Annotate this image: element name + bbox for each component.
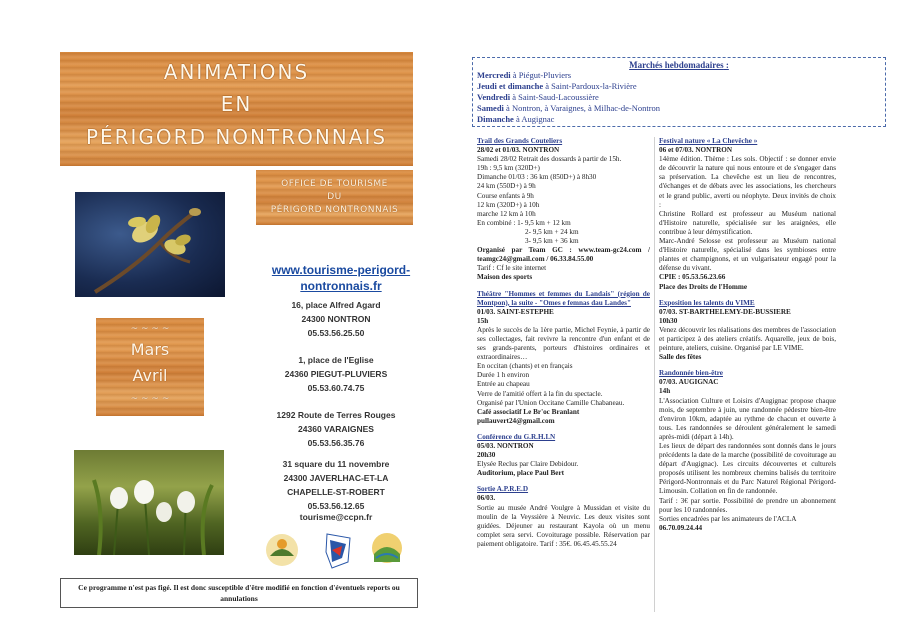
period-banner <box>96 318 204 416</box>
website-link[interactable] <box>246 262 436 294</box>
contact-city-2: CHAPELLE-ST-ROBERT <box>287 487 385 497</box>
event-time: 14h <box>659 387 671 396</box>
event-line: En combiné : 1- 9,5 km + 12 km <box>477 218 571 227</box>
event-title-conference: Conférence du G.R.H.I.N <box>477 432 556 441</box>
event-line: 2- 9,5 km + 24 km <box>525 227 579 236</box>
event-date: 06 et 07/03. NONTRON <box>659 146 733 155</box>
contact-nontron <box>246 298 426 340</box>
events-column-right <box>659 137 836 533</box>
event-line: Organisé par l'Union Occitane Camille Chabaneau. <box>477 398 625 407</box>
event-email: pullauvert24@gmail.com <box>477 416 555 425</box>
event-place: Auditorium, place Paul Bert <box>477 469 565 478</box>
markets-title: Marchés hebdomadaires : <box>629 60 729 70</box>
event-place: Café associatif Le Br'oc Branlant <box>477 407 580 416</box>
contact-phone: 05.53.56.12.65 <box>307 501 365 511</box>
events-column-left <box>477 137 650 549</box>
event-place: Place des Droits de l'Homme <box>659 282 748 291</box>
disclaimer: Ce programme n'est pas figé. Il est donc susceptible d'être modifié en fonction d'éventuels reports ou annulations <box>60 578 418 608</box>
event-date: 07/03. AUGIGNAC <box>659 378 719 387</box>
dates-tilde-top: ~ ~ ~ ~ <box>130 324 170 334</box>
contact-phone: 05.53.56.35.76 <box>307 438 365 448</box>
event-date: 07/03. ST-BARTHELEMY-DE-BUSSIERE <box>659 307 791 316</box>
flower-bud-photo <box>75 192 225 297</box>
month-1: Mars <box>130 340 170 359</box>
market-line: Vendredi à Saint-Saud-Lacoussière <box>477 92 599 102</box>
contact-varaignes <box>246 408 426 450</box>
event-place: Salle des fêtes <box>659 353 702 362</box>
event-description: Après le succès de la 1ère partie, Michel Feynie, à partir de ses collectages, fait revivre la rencontre d'un enfant et de ses grands-parents, porteurs d'histoires ordinaires et extraordinaires… <box>477 325 650 362</box>
event-description: Les lieux de départ des randonnées sont donnés dans le jours précédents la date de la marche (possibilité de covoiturage au départ d'Augignac). Les circuits découvertes et culturels proposés utilisent les nombreux chemins balisés du territoire Périgord-Nontronnais et du Parc Naturel Régional Périgord-Limousin. Collation en fin de randonnée. <box>659 442 836 496</box>
event-contact: Organisé par Team GC : www.team-gc24.com / teamgc24@gmail.com / 06.33.84.55.00 <box>477 246 650 264</box>
weekly-markets-box <box>472 57 886 127</box>
event-place: Maison des sports <box>477 273 533 282</box>
event-line: Entrée au chapeau <box>477 380 530 389</box>
event-description: Venez découvrir les réalisations des membres de l'association et participez à des ateliers créatifs. Aquarelle, jeux de bois, peinture, ateliers, cuisine. Organisé par LE VIME. <box>659 325 836 353</box>
event-line: Dimanche 01/03 : 36 km (850D+) à 8h30 <box>477 173 597 182</box>
event-title-trail: Trail des Grands Couteliers <box>477 137 563 145</box>
event-line: Sorties encadrées par les animateurs de l'ACLA <box>659 514 797 523</box>
contact-piegut <box>246 353 426 395</box>
contact-phone: 05.53.56.25.50 <box>307 328 365 338</box>
dates-tilde-bottom: ~ ~ ~ ~ <box>130 394 170 404</box>
event-line: Durée 1 h environ <box>477 371 530 380</box>
event-description: Marc-André Selosse est professeur au Muséum national d'Histoire naturelle, spécialisé dans les symbioses entre plantes et champignons, et un vulgarisateur engagé pour la défense du vivant. <box>659 237 836 273</box>
event-title-sortie: Sortie A.P.R.E.D <box>477 485 529 494</box>
event-title-exposition: Exposition les talents du VIME <box>659 298 755 307</box>
event-phone: CPIE : 05.53.56.23.66 <box>659 273 726 282</box>
contact-city: 24300 NONTRON <box>301 314 371 324</box>
event-line: En occitan (chants) et en français <box>477 362 573 371</box>
market-line: Samedi à Nontron, à Varaignes, à Milhac-de-Nontron <box>477 103 661 113</box>
logo-ccpn <box>326 534 350 568</box>
event-line: Verre de l'amitié offert à la fin du spectacle. <box>477 389 603 398</box>
event-line: Course enfants à 9h <box>477 191 534 200</box>
contact-address: 16, place Alfred Agard <box>291 300 381 310</box>
contact-city: 24300 JAVERLHAC-ET-LA <box>283 473 389 483</box>
event-line: marche 12 km à 10h <box>477 209 536 218</box>
market-line: Dimanche à Augignac <box>477 114 555 124</box>
partner-logos <box>262 522 412 572</box>
office-line-2: DU <box>327 192 342 202</box>
event-date: 01/03. SAINT-ESTEPHE <box>477 307 554 316</box>
event-description: Sortie au musée André Voulgre à Mussidan et visite du moulin de la Veyssière à Neuvic. Les deux visites sont guidées. Déjeuner au restaurant Kayola où un menu complet sera servi. Covoiturage possible. Réservation par paiement obligatoire. Tarif : 35€. 06.45.45.55.24 <box>477 503 650 548</box>
event-description: Tarif : 3€ par sortie. Possibilité de prendre un abonnement pour les 10 randonnées. <box>659 496 836 514</box>
contact-address: 31 square du 11 novembre <box>282 459 390 469</box>
contact-javerlhac <box>246 457 426 513</box>
month-2: Avril <box>132 366 168 385</box>
banner-line-2: EN <box>220 92 253 116</box>
event-time: 20h30 <box>477 451 496 460</box>
event-phone: 06.70.09.24.44 <box>659 523 703 532</box>
event-description: 14ème édition. Thème : Les sols. Objectif : se donner envie de découvrir la nature qui nous entoure et de s'engager dans sa préservation. La chevêche est un lieu de rencontres, d'échanges et de débats avec les associations, les chercheurs et le grand public, averti ou néophyte. Deux invités de choix : <box>659 155 836 209</box>
event-time: 15h <box>477 316 489 325</box>
contact-phone: 05.53.60.74.75 <box>307 383 365 393</box>
event-description: L'Association Culture et Loisirs d'Augignac propose chaque mois, de septembre à juin, une randonnée pédestre bien-être d'environ 10km, adaptée au rythme de chacun et ouverte à tous. Les randonnées se déroulent généralement le samedi après-midi (départ à 14h). <box>659 396 836 441</box>
snowdrop-photo <box>74 450 224 555</box>
event-line: 12 km (320D+) à 10h <box>477 200 540 209</box>
event-line: Samedi 28/02 Retrait des dossards à partir de 15h. <box>477 155 622 164</box>
banner-line-3: PÉRIGORD NONTRONNAIS <box>85 125 388 149</box>
event-title-randonnee: Randonnée bien-être <box>659 369 723 378</box>
event-time: 10h30 <box>659 316 678 325</box>
website-line-1[interactable]: www.tourisme-perigord- <box>271 263 411 277</box>
contact-city: 24360 PIEGUT-PLUVIERS <box>284 369 388 379</box>
market-line: Jeudi et dimanche à Saint-Pardoux-la-Rivière <box>477 81 637 91</box>
contact-city: 24360 VARAIGNES <box>298 424 374 434</box>
event-title-theatre: Théâtre "Hommes et femmes du Landais" (région de Montpon), la suite - "Omes e femnas dau Landes" <box>477 289 650 307</box>
market-line: Mercredi à Piégut-Pluviers <box>477 70 572 80</box>
logo-perigord-limousin <box>372 533 402 563</box>
email[interactable]: tourisme@ccpn.fr <box>299 512 373 522</box>
banner-line-1: ANIMATIONS <box>163 60 310 84</box>
event-date: 06/03. <box>477 494 496 503</box>
website-line-2[interactable]: nontronnais.fr <box>300 279 382 293</box>
logo-perigord-nontronnais <box>266 534 298 566</box>
event-line: 24 km (550D+) à 9h <box>477 182 536 191</box>
office-line-3: PÉRIGORD NONTRONNAIS <box>270 205 399 215</box>
event-date: 28/02 et 01/03. NONTRON <box>477 146 560 155</box>
event-line: Tarif : Cf le site internet <box>477 264 547 273</box>
contact-address: 1292 Route de Terres Rouges <box>276 410 396 420</box>
event-date: 05/03. NONTRON <box>477 442 534 450</box>
event-title-festival: Festival nature « La Chevêche » <box>659 137 758 145</box>
title-banner <box>60 52 413 166</box>
office-line-1: OFFICE DE TOURISME <box>281 179 388 189</box>
event-description: Christine Rollard est professeur au Muséum national d'Histoire naturelle, spécialisée sur les araignées, elle contribue à leur démystification. <box>659 209 836 236</box>
office-banner <box>256 170 413 225</box>
event-line: 3- 9,5 km + 36 km <box>525 237 579 246</box>
column-divider <box>654 137 655 612</box>
event-line: 19h : 9,5 km (320D+) <box>477 164 540 173</box>
event-line: Elysée Reclus par Claire Debidour. <box>477 460 579 469</box>
contact-address: 1, place de l'Eglise <box>298 355 374 365</box>
